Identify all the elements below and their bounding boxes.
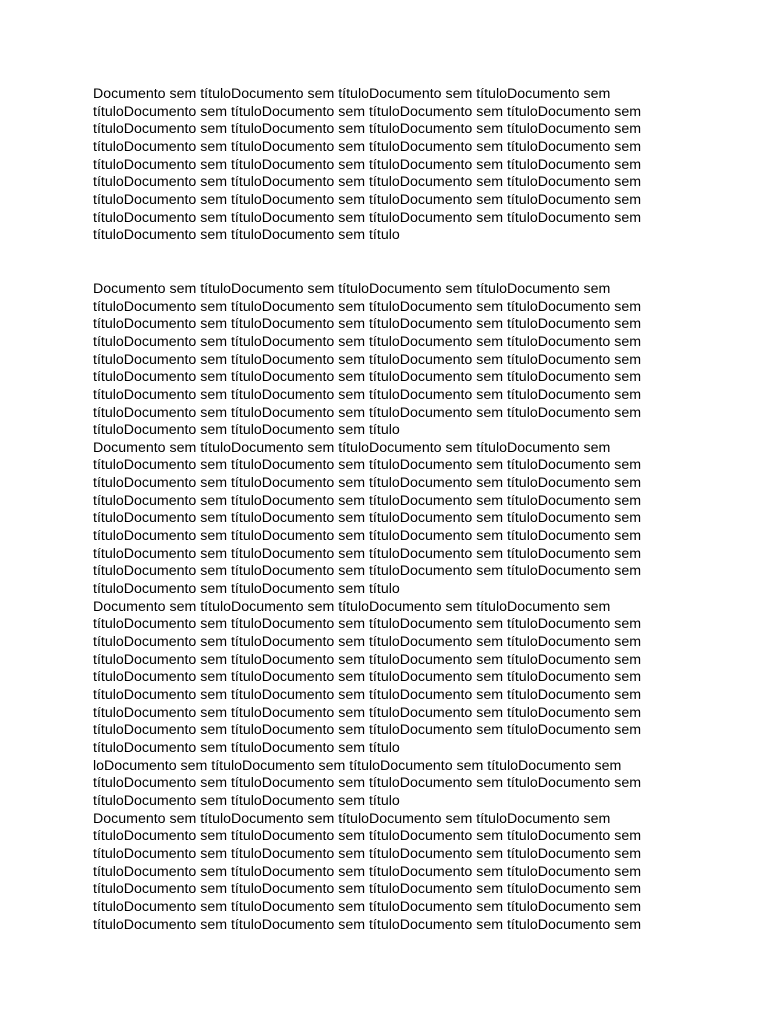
text-line: Documento sem títuloDocumento sem títuloDocumento sem títuloDocumento sem [93, 810, 611, 827]
text-line: títuloDocumento sem títuloDocumento sem título [93, 581, 400, 598]
text-line: títuloDocumento sem títuloDocumento sem título [93, 227, 400, 244]
text-line: títuloDocumento sem títuloDocumento sem títuloDocumento sem títuloDocumento sem [93, 545, 642, 562]
text-line: títuloDocumento sem títuloDocumento sem títuloDocumento sem títuloDocumento sem [93, 103, 642, 120]
text-line: títuloDocumento sem títuloDocumento sem títuloDocumento sem títuloDocumento sem [93, 121, 642, 138]
text-line: títuloDocumento sem títuloDocumento sem títuloDocumento sem títuloDocumento sem [93, 351, 642, 368]
paragraph-6 [93, 811, 653, 935]
paragraph-2 [93, 281, 653, 440]
text-line: títuloDocumento sem títuloDocumento sem títuloDocumento sem títuloDocumento sem [93, 669, 642, 686]
text-line: títuloDocumento sem títuloDocumento sem títuloDocumento sem títuloDocumento sem [93, 828, 642, 845]
text-line: títuloDocumento sem títuloDocumento sem título [93, 739, 400, 756]
text-line: títuloDocumento sem títuloDocumento sem títuloDocumento sem títuloDocumento sem [93, 634, 642, 651]
text-line: títuloDocumento sem títuloDocumento sem títuloDocumento sem títuloDocumento sem [93, 191, 642, 208]
text-line: títuloDocumento sem títuloDocumento sem títuloDocumento sem títuloDocumento sem [93, 298, 642, 315]
document-page [93, 86, 653, 934]
text-line: títuloDocumento sem títuloDocumento sem títuloDocumento sem títuloDocumento sem [93, 333, 642, 350]
text-line: títuloDocumento sem títuloDocumento sem títuloDocumento sem títuloDocumento sem [93, 722, 642, 739]
text-line: títuloDocumento sem títuloDocumento sem títuloDocumento sem títuloDocumento sem [93, 616, 642, 633]
text-line: títuloDocumento sem títuloDocumento sem títuloDocumento sem títuloDocumento sem [93, 404, 642, 421]
paragraph-1 [93, 86, 653, 245]
text-line: títuloDocumento sem títuloDocumento sem títuloDocumento sem títuloDocumento sem [93, 492, 642, 509]
text-line: Documento sem títuloDocumento sem títuloDocumento sem títuloDocumento sem [93, 439, 611, 456]
text-line: títuloDocumento sem títuloDocumento sem títuloDocumento sem títuloDocumento sem [93, 528, 642, 545]
text-line: títuloDocumento sem títuloDocumento sem títuloDocumento sem títuloDocumento sem [93, 916, 642, 933]
text-line: títuloDocumento sem títuloDocumento sem títuloDocumento sem títuloDocumento sem [93, 209, 642, 226]
text-line: títuloDocumento sem títuloDocumento sem títuloDocumento sem títuloDocumento sem [93, 386, 642, 403]
paragraph-4 [93, 599, 653, 758]
text-line: títuloDocumento sem títuloDocumento sem títuloDocumento sem títuloDocumento sem [93, 651, 642, 668]
text-line: títuloDocumento sem títuloDocumento sem títuloDocumento sem títuloDocumento sem [93, 863, 642, 880]
text-line: títuloDocumento sem títuloDocumento sem títuloDocumento sem títuloDocumento sem [93, 174, 642, 191]
text-line: títuloDocumento sem títuloDocumento sem títuloDocumento sem títuloDocumento sem [93, 138, 642, 155]
text-line: títuloDocumento sem títuloDocumento sem títuloDocumento sem títuloDocumento sem [93, 510, 642, 527]
text-line: títuloDocumento sem títuloDocumento sem títuloDocumento sem títuloDocumento sem [93, 898, 642, 915]
text-line: títuloDocumento sem títuloDocumento sem títuloDocumento sem títuloDocumento sem [93, 687, 642, 703]
text-line: títuloDocumento sem títuloDocumento sem títuloDocumento sem títuloDocumento sem [93, 369, 642, 386]
text-line: loDocumento sem títuloDocumento sem títuloDocumento sem títuloDocumento sem [93, 757, 622, 774]
text-line: títuloDocumento sem títuloDocumento sem títuloDocumento sem títuloDocumento sem [93, 156, 642, 173]
paragraph-spacing [93, 245, 653, 281]
text-line: títuloDocumento sem títuloDocumento sem títuloDocumento sem títuloDocumento sem [93, 457, 642, 474]
text-line: títuloDocumento sem títuloDocumento sem títuloDocumento sem títuloDocumento sem [93, 775, 642, 792]
text-line: títuloDocumento sem títuloDocumento sem título [93, 422, 400, 439]
text-line: títuloDocumento sem títuloDocumento sem títuloDocumento sem títuloDocumento sem [93, 563, 642, 580]
text-line: Documento sem títuloDocumento sem títuloDocumento sem títuloDocumento sem [93, 598, 611, 615]
text-line: títuloDocumento sem títuloDocumento sem títuloDocumento sem títuloDocumento sem [93, 881, 642, 898]
text-line: títuloDocumento sem títuloDocumento sem títuloDocumento sem títuloDocumento sem [93, 475, 642, 492]
paragraph-3 [93, 440, 653, 599]
text-line: Documento sem títuloDocumento sem títuloDocumento sem títuloDocumento sem [93, 280, 611, 297]
text-line: títuloDocumento sem títuloDocumento sem títuloDocumento sem títuloDocumento sem [93, 845, 642, 862]
text-line: Documento sem títuloDocumento sem títuloDocumento sem títuloDocumento sem [93, 86, 611, 102]
text-line: títuloDocumento sem títuloDocumento sem título [93, 792, 400, 809]
paragraph-5 [93, 758, 653, 811]
text-line: títuloDocumento sem títuloDocumento sem títuloDocumento sem títuloDocumento sem [93, 704, 642, 721]
text-line: títuloDocumento sem títuloDocumento sem títuloDocumento sem títuloDocumento sem [93, 316, 642, 333]
